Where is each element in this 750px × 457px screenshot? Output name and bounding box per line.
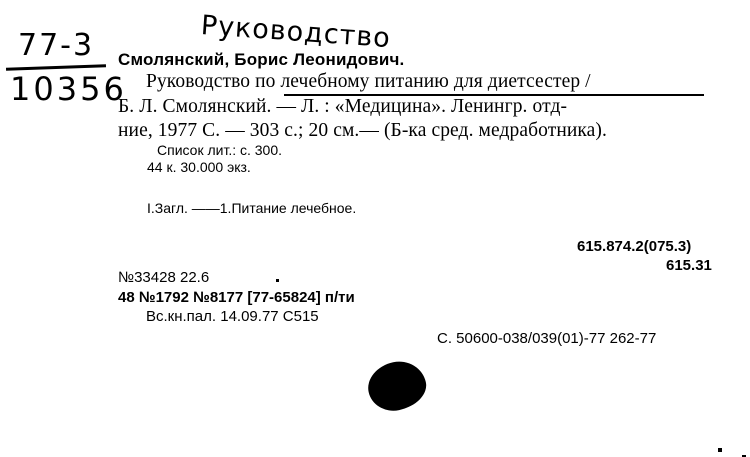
- subject-headings: I.Загл. ——1.Питание лечебное.: [147, 200, 357, 216]
- registry-line-3: Вс.кн.пал. 14.09.77 С515: [146, 308, 319, 325]
- ink-speck: [718, 448, 722, 452]
- classification-secondary: 615.31: [666, 257, 712, 274]
- handwritten-title: Руководство: [199, 10, 392, 55]
- registry-line-1: №33428 22.6: [118, 269, 210, 286]
- registry-line-2: 48 №1792 №8177 [77-65824] п/ти: [118, 289, 355, 306]
- bibliography-note: Список лит.: с. 300.: [157, 142, 283, 158]
- ink-blot: [364, 356, 431, 415]
- description-line-3: ние, 1977 С. — 303 с.; 20 см.— (Б-ка сред. медработника).: [118, 120, 607, 141]
- publisher-code: С. 50600-038/039(01)-77 262-77: [437, 330, 657, 347]
- description-line-1: Руководство по лечебному питанию для диетсестер /: [146, 71, 591, 92]
- description-line-2: Б. Л. Смолянский. — Л. : «Медицина». Ленингр. отд-: [118, 96, 568, 117]
- handwritten-call-number-bottom: 10356: [10, 70, 127, 108]
- ink-speck: [276, 279, 279, 282]
- print-run-note: 44 к. 30.000 экз.: [147, 159, 251, 175]
- author-heading: Смолянский, Борис Леонидович.: [118, 50, 405, 69]
- classification-udc: 615.874.2(075.3): [577, 238, 692, 255]
- handwritten-call-number-top: 77-3: [18, 28, 95, 63]
